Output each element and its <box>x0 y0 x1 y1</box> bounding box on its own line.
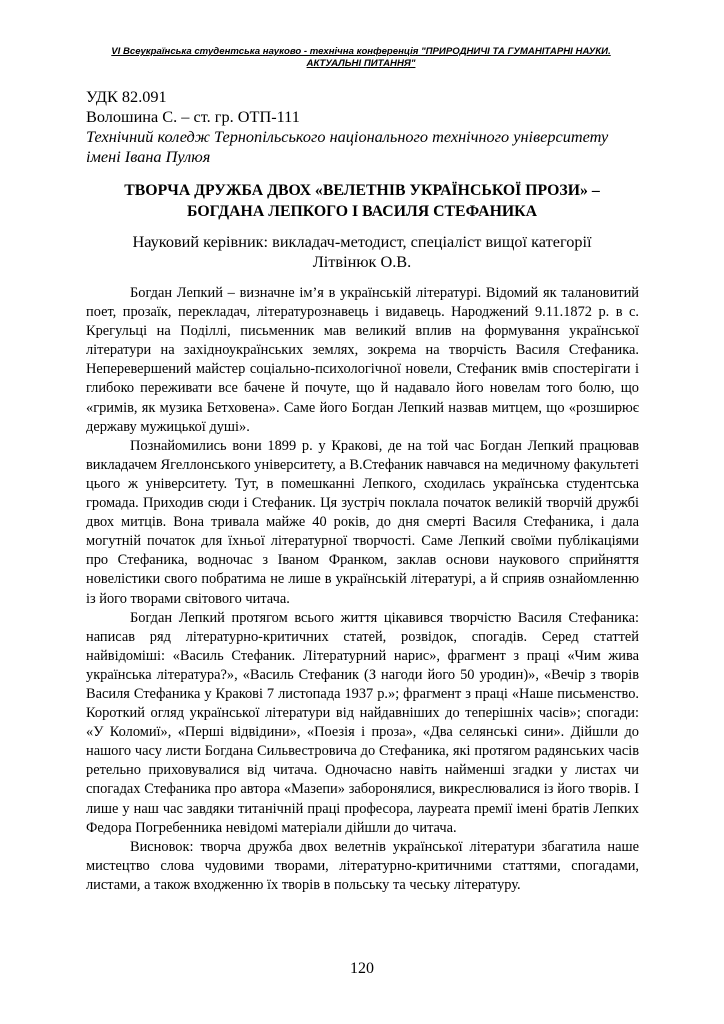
advisor-line-2: Літвінюк О.В. <box>312 252 412 271</box>
udk-code: УДК 82.091 <box>86 87 167 106</box>
body-paragraph-2: Познайомились вони 1899 р. у Кракові, де на той час Богдан Лепкий працював викладачем Ягеллонського університету, а В.Стефаник навчався на медичному факультеті цього ж університету. Тут, в помешканні Лепкого, сходилась українська студентська громада. Приходив сюди і Стефаник. Ця зустріч поклала початок великій творчій дружбі двох митців. Вона тривала майже 40 років, до дня смерті Василя Стефаника, і дала могутній початок для їхньої літературної творчості. Саме Лепкий своїми публікаціями про Стефаника, водночас з Іваном Франком, заклав основи наукового сприйняття новелістики свого побратима не лише в українській літературі, а й сприяв ознайомленню із його творами світового читача. <box>86 437 639 607</box>
article-title-line-2: БОГДАНА ЛЕПКОГО І ВАСИЛЯ СТЕФАНИКА <box>186 203 538 220</box>
conference-header-line-2: АКТУАЛЬНІ ПИТАННЯ" <box>306 58 416 69</box>
scientific-advisor <box>86 232 638 272</box>
article-body <box>86 284 639 895</box>
body-paragraph-conclusion: Висновок: творча дружба двох велетнів української літератури збагатила наше мистецтво слова чудовими творами, літературно-критичними статтями, спогадами, листами, а також входженню їх творів в польську та чеську літературу. <box>86 838 639 893</box>
institution-line-2: імені Івана Пулюя <box>86 147 211 166</box>
body-paragraph-1: Богдан Лепкий – визначне ім’я в українській літературі. Відомий як талановитий поет, прозаїк, перекладач, літературознавець і видавець. Народжений 9.11.1872 р. в с. Крегульці на Поділлі, письменник мав великий вплив на формування української літератури на західноукраїнських землях, зокрема на творчість Василя Стефаника. Неперевершений майстер соціально-психологічної новели, Стефаник вмів спостерігати і глибоко переживати все бачене й почуте, що й надавало його новелам того болю, що «гримів, як музика Бетховена». Саме його Богдан Лепкий назвав митцем, що «розширює державу мужицької душі». <box>86 285 639 435</box>
advisor-line-1: Науковий керівник: викладач-методист, спеціаліст вищої категорії <box>132 232 592 251</box>
article-title-line-1: ТВОРЧА ДРУЖБА ДВОХ «ВЕЛЕТНІВ УКРАЇНСЬКОЇ ПРОЗИ» – <box>124 182 600 199</box>
conference-header-line-1: VI Всеукраїнська студентська науково - технічна конференція "ПРИРОДНИЧІ ТА ГУМАНІТАРНІ НАУКИ. <box>111 46 611 57</box>
article-title <box>86 180 638 222</box>
body-paragraph-3: Богдан Лепкий протягом всього життя цікавився творчістю Василя Стефаника: написав ряд літературно-критичних статей, розвідок, спогадів. Серед статтей найвідоміші: «Василь Стефаник. Літературний нарис», фрагмент з праці «Чим жива українська література?», «Василь Стефаник (З нагоди його 50 уродин)», «Вечір з творів Василя Стефаника у Кракові 7 листопада 1937 р.»; фрагмент з праці «Наше письменство. Короткий огляд української літератури від найдавніших до теперішніх часів»; спогади: «У Коломиї», «Перші відвідини», «Поезія і проза», «Два селянські сини». Дійшли до нашого часу листи Богдана Сильвестровича до Стефаника, які протягом радянських часів ретельно приховувалися від читача. Одночасно навіть найменші згадки у листах чи спогадах Стефаника про автора «Мазепи» заборонялися, викреслювалися із його творів. І лише у наш час завдяки титанічній праці професора, лауреата премії імені братів Лепких Федора Погребенника невідомі матеріали дійшли до читача. <box>86 609 639 836</box>
page-number: 120 <box>350 960 374 977</box>
conference-header <box>90 46 632 70</box>
article-meta <box>86 87 646 167</box>
author-line: Волошина С. – ст. гр. ОТП-111 <box>86 107 300 126</box>
institution-line-1: Технічний коледж Тернопільського національного технічного університету <box>86 127 609 146</box>
